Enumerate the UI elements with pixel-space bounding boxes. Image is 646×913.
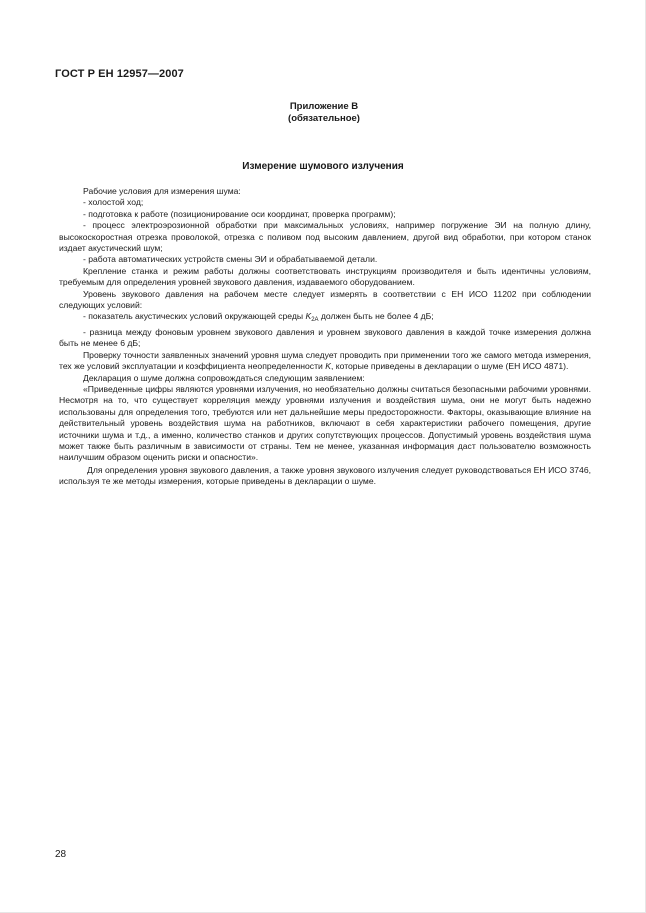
paragraph: Декларация о шуме должна сопровождаться следующим заявлением: bbox=[83, 372, 365, 383]
appendix-heading bbox=[0, 101, 646, 125]
text-fragment: Проверку точности заявленных значений уровня шума следует проводить при применении того же самого метода измерения, тех же условий эксплуатации и коэффициента неопределенности bbox=[59, 349, 591, 372]
paragraph bbox=[59, 350, 591, 373]
text-fragment: - показатель акустических условий окружающей среды bbox=[83, 311, 306, 322]
list-item: - холостой ход; bbox=[83, 197, 144, 208]
text-fragment: должен быть не более 4 дБ; bbox=[318, 311, 434, 322]
variable-k: K bbox=[325, 361, 331, 372]
list-item: - разница между фоновым уровнем звукового давления и уровнем звукового давления в каждой точке измерения должна быть не менее 6 дБ; bbox=[59, 326, 591, 349]
subscript: 2A bbox=[311, 317, 319, 324]
list-item: - подготовка к работе (позиционирование оси координат, проверка программ); bbox=[83, 208, 396, 219]
text-fragment: , которые приведены в декларации о шуме (ЕН ИСО 4871). bbox=[330, 361, 569, 372]
body-text bbox=[59, 186, 591, 488]
paragraph: Рабочие условия для измерения шума: bbox=[83, 186, 241, 196]
list-item bbox=[59, 311, 591, 326]
appendix-subtitle: (обязательное) bbox=[288, 113, 360, 124]
section-title: Измерение шумового излучения bbox=[242, 161, 404, 172]
page-number: 28 bbox=[55, 849, 67, 860]
paragraph: Для определения уровня звукового давления, а также уровня звукового излучения следует руководствоваться ЕН ИСО 3746, используя те же методы измерения, которые приведены в декларации о шуме. bbox=[59, 464, 591, 487]
standard-header: ГОСТ Р ЕН 12957—2007 bbox=[55, 68, 184, 80]
appendix-title: Приложение В bbox=[289, 101, 359, 112]
list-item: - работа автоматических устройств смены ЭИ и обрабатываемой детали. bbox=[83, 254, 378, 265]
paragraph: Уровень звукового давления на рабочем месте следует измерять в соответствии с ЕН ИСО 11202 при соблюдении следующих условий: bbox=[59, 288, 591, 311]
variable-k: K bbox=[305, 311, 312, 322]
list-item: - процесс электроэрозионной обработки при максимальных условиях, например погружение ЭИ на полную длину, высокоскоростная отрезка проволокой, отрезка с поливом под высоким давлением, другой вид обработки, при котором станок издает акустический шум; bbox=[59, 220, 591, 254]
paragraph: Крепление станка и режим работы должны соответствовать инструкциям производителя и быть идентичны условиям, требуемым для определения уровней звукового давления, издаваемого оборудованием. bbox=[59, 265, 591, 288]
quote-paragraph: «Приведенные цифры являются уровнями излучения, но необязательно должны считаться безопасными рабочими уровнями. Несмотря на то, что существует корреляция между уровнями излучения и воздействия шума, они не могут быть надежно использованы для определения того, требуются или нет дальнейшие меры предосторожности. Факторы, оказывающие влияние на действительный уровень воздействия шума на работников, включают в себя характеристики рабочего помещения, другие источники шума и т.д., а именно, количество станков и других сопутствующих процессов. Допустимый уровень воздействия шума может также быть различным в зависимости от страны. Тем не менее, указанная информация даст пользователю возможность наилучшим образом оценить риски и опасности». bbox=[59, 383, 591, 463]
